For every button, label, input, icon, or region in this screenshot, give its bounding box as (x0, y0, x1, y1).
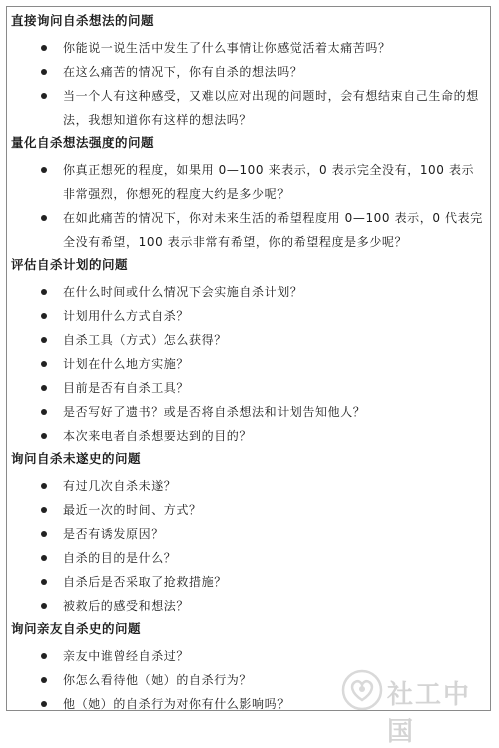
bullet-icon (41, 45, 47, 51)
item-text: 是否写好了遗书？或是否将自杀想法和计划告知他人？ (63, 405, 366, 419)
section-direct-inquiry (11, 12, 489, 132)
bullet-icon (41, 215, 47, 221)
bullet-icon (41, 531, 47, 537)
item-text: 目前是否有自杀工具？ (63, 381, 190, 395)
list-item (11, 304, 489, 328)
item-text: 自杀后是否采取了抢救措施？ (63, 575, 227, 589)
bullet-icon (41, 653, 47, 659)
item-text: 自杀的目的是什么？ (63, 551, 177, 565)
item-text: 被救后的感受和想法？ (63, 599, 190, 613)
list-item (11, 158, 489, 206)
bullet-icon (41, 361, 47, 367)
item-text: 你怎么看待他（她）的自杀行为？ (63, 673, 253, 687)
list-item (11, 36, 489, 60)
bullet-icon (41, 603, 47, 609)
item-text: 计划用什么方式自杀？ (63, 309, 190, 323)
item-list (11, 36, 489, 132)
item-list (11, 474, 489, 618)
list-item (11, 498, 489, 522)
bullet-icon (41, 579, 47, 585)
item-text: 在什么时间或什么情况下会实施自杀计划？ (63, 285, 303, 299)
bullet-icon (41, 289, 47, 295)
item-text: 你真正想死的程度，如果用 0—100 来表示，0 表示完全没有，100 表示非常强烈，你想死的程度大约是多少呢？ (63, 163, 475, 201)
question-list (11, 12, 489, 718)
list-item (11, 328, 489, 352)
bullet-icon (41, 313, 47, 319)
item-text: 你能说一说生活中发生了什么事情让你感觉活着太痛苦吗？ (63, 41, 391, 55)
bullet-icon (41, 337, 47, 343)
bullet-icon (41, 93, 47, 99)
list-item (11, 594, 489, 618)
bullet-icon (41, 677, 47, 683)
item-list (11, 280, 489, 448)
watermark (341, 669, 491, 747)
item-list (11, 158, 489, 254)
bullet-icon (41, 385, 47, 391)
section-title: 直接询问自杀想法的问题 (11, 13, 155, 28)
bullet-icon (41, 483, 47, 489)
list-item (11, 206, 489, 254)
item-text: 亲友中谁曾经自杀过？ (63, 649, 190, 663)
item-text: 在如此痛苦的情况下，你对未来生活的希望程度用 0—100 表示，0 代表完全没有希望，100 表示非常有希望，你的希望程度是多少呢？ (63, 211, 483, 249)
bullet-icon (41, 507, 47, 513)
item-text: 是否有诱发原因？ (63, 527, 164, 541)
item-text: 他（她）的自杀行为对你有什么影响吗？ (63, 697, 290, 711)
list-item (11, 644, 489, 668)
section-title: 评估自杀计划的问题 (11, 257, 129, 272)
list-item (11, 400, 489, 424)
list-item (11, 352, 489, 376)
item-text: 当一个人有这种感受，又难以应对出现的问题时，会有想结束自己生命的想法，我想知道你有这样的想法吗？ (63, 89, 479, 127)
list-item (11, 376, 489, 400)
social-work-heart-logo-icon (341, 669, 383, 711)
item-text: 最近一次的时间、方式？ (63, 503, 202, 517)
list-item (11, 522, 489, 546)
list-item (11, 474, 489, 498)
bullet-icon (41, 69, 47, 75)
list-item (11, 570, 489, 594)
item-text: 计划在什么地方实施？ (63, 357, 190, 371)
section-title: 量化自杀想法强度的问题 (11, 135, 155, 150)
item-text: 自杀工具（方式）怎么获得？ (63, 333, 227, 347)
section-title: 询问自杀未遂史的问题 (11, 451, 142, 466)
item-text: 本次来电者自杀想要达到的目的？ (63, 429, 253, 443)
section-attempt-history (11, 450, 489, 618)
bullet-icon (41, 433, 47, 439)
list-item (11, 546, 489, 570)
list-item (11, 60, 489, 84)
bullet-icon (41, 701, 47, 707)
section-suicide-plan (11, 256, 489, 448)
list-item (11, 280, 489, 304)
bullet-icon (41, 409, 47, 415)
item-text: 有过几次自杀未遂？ (63, 479, 177, 493)
watermark-text: 社工中国 (387, 680, 472, 747)
section-title: 询问亲友自杀史的问题 (11, 621, 142, 636)
bullet-icon (41, 167, 47, 173)
list-item (11, 84, 489, 132)
list-item (11, 424, 489, 448)
section-quantify-intensity (11, 134, 489, 254)
item-text: 在这么痛苦的情况下，你有自杀的想法吗？ (63, 65, 303, 79)
bullet-icon (41, 555, 47, 561)
